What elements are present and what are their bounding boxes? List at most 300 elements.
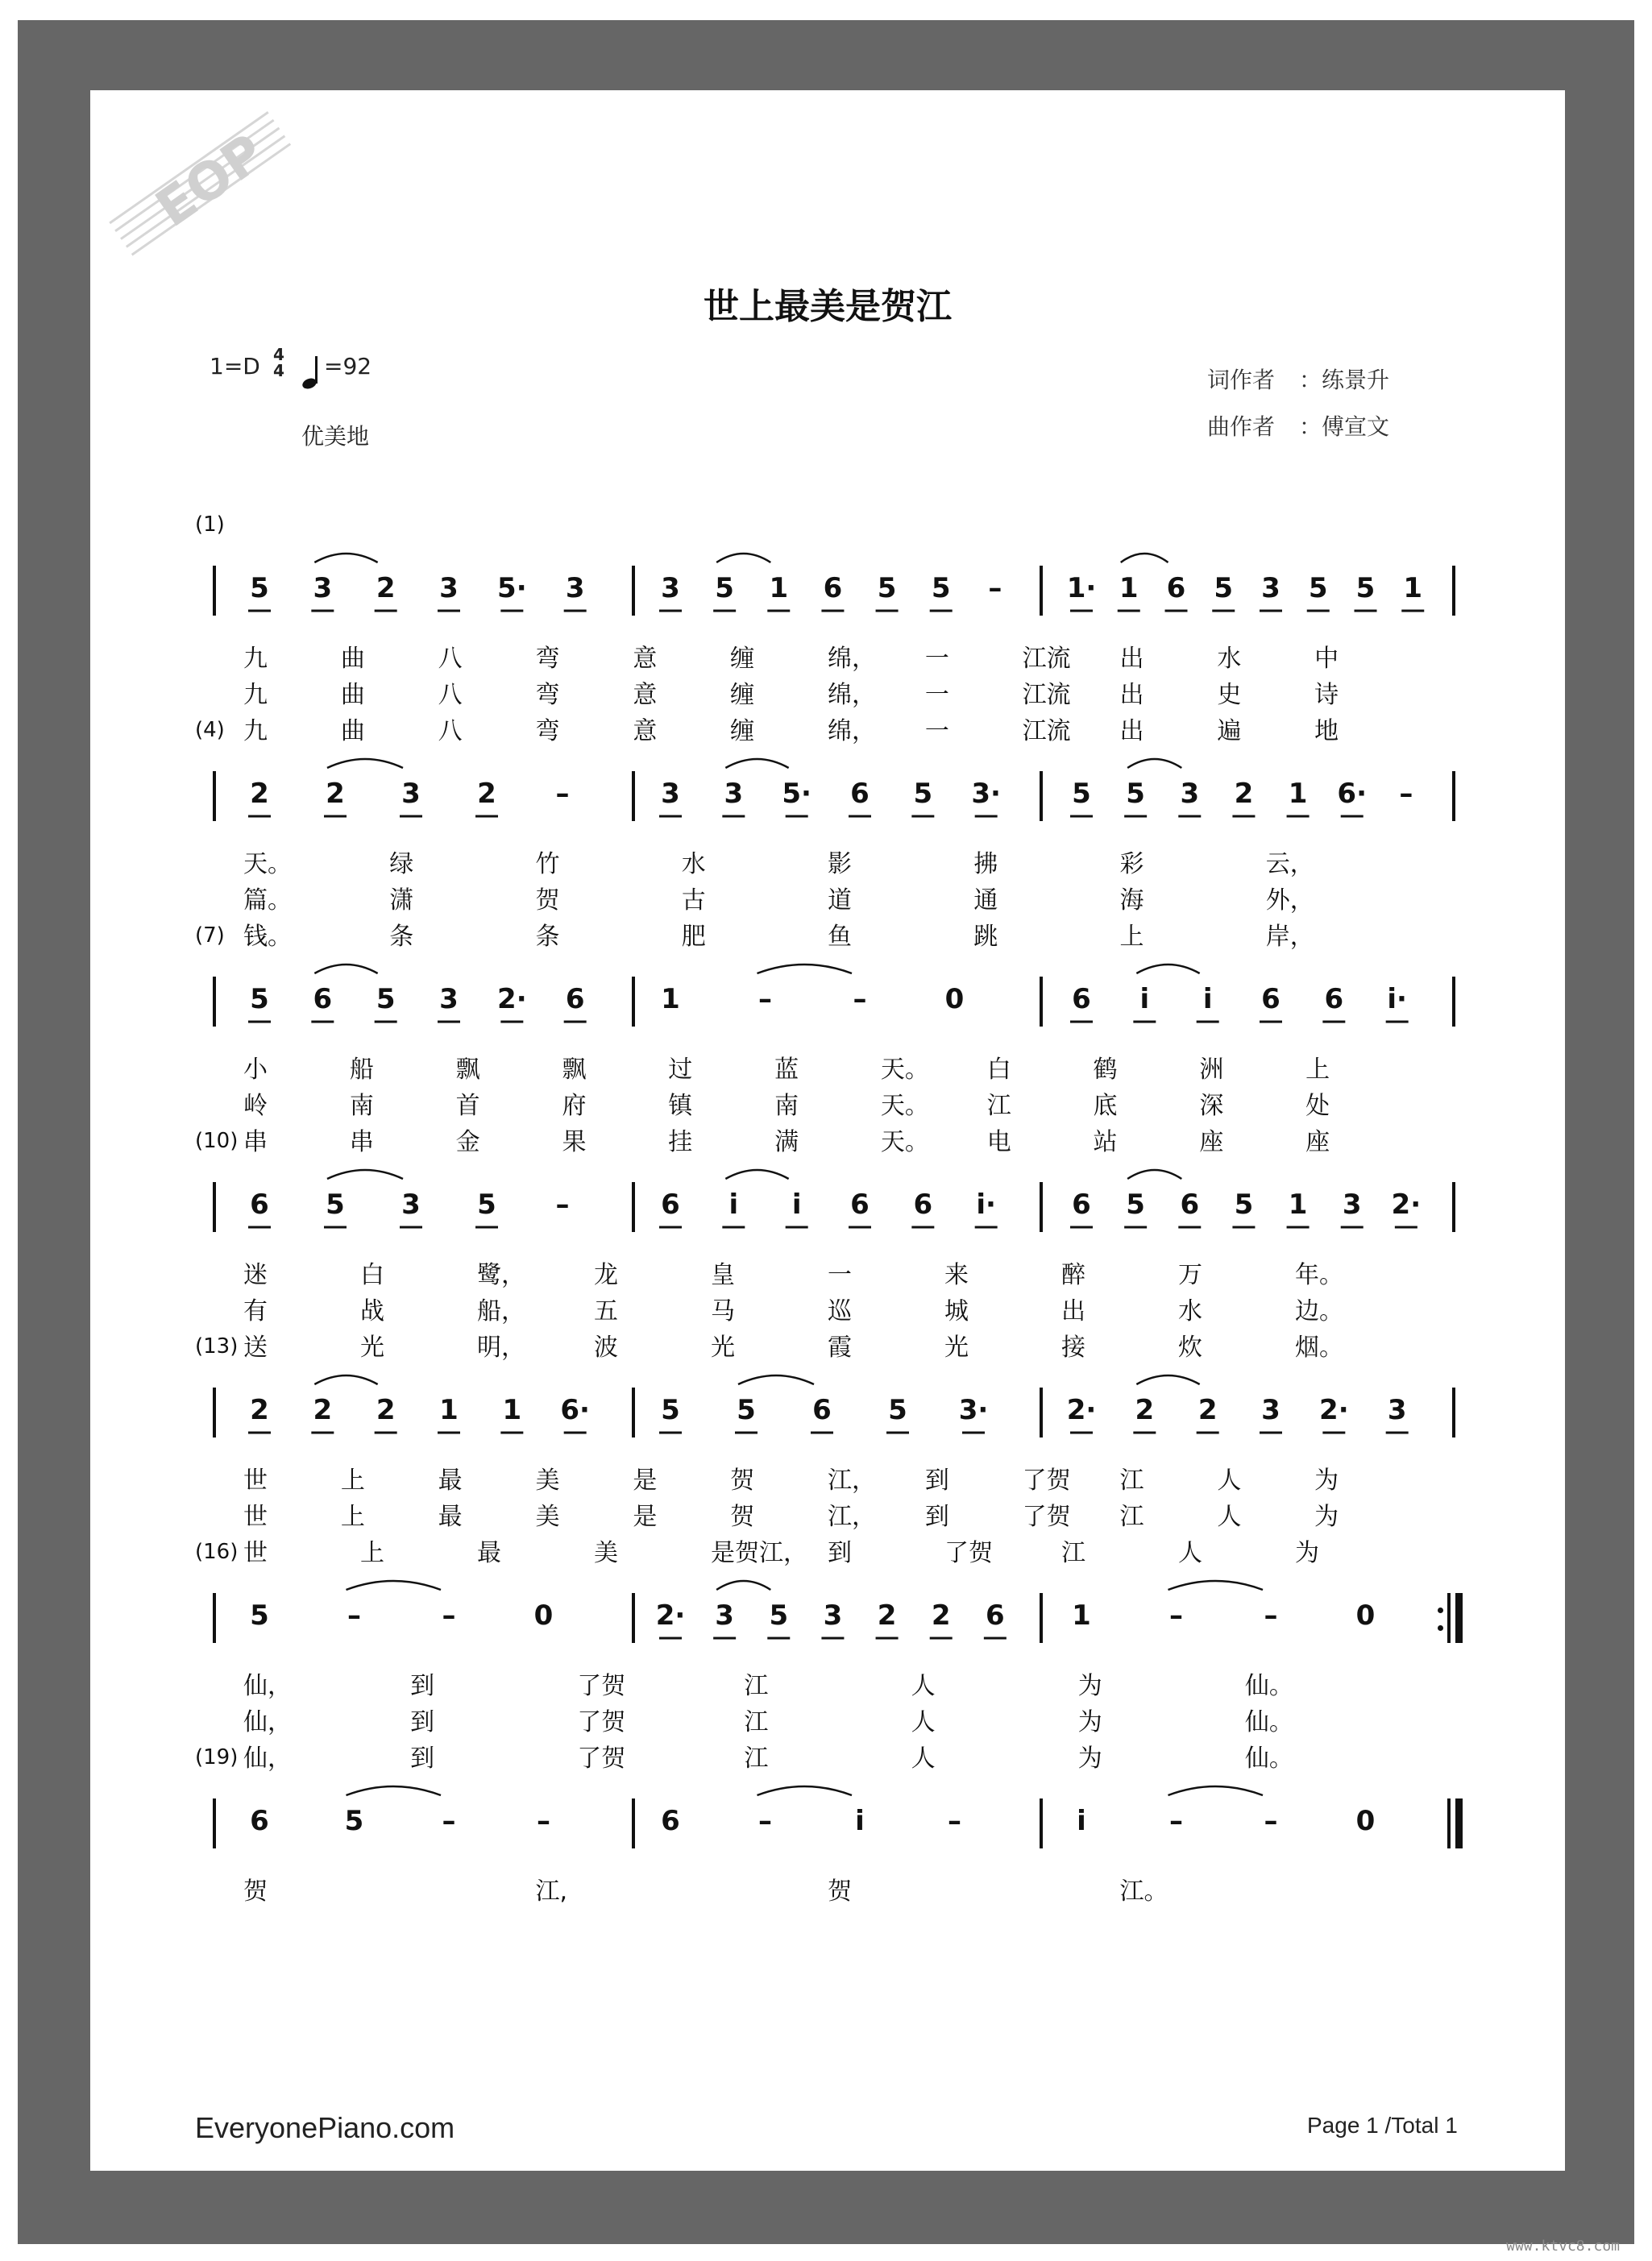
lyric-syllable: 到 — [924, 1467, 949, 1495]
lyric-syllable: 世 — [243, 1539, 268, 1567]
lyric-syllable: 了贺 — [1022, 1503, 1071, 1531]
lyric-syllable: 年。 — [1295, 1261, 1343, 1289]
lyric-syllable: 江， — [828, 1467, 876, 1495]
jianpu-note: – — [1169, 1599, 1183, 1632]
slur — [1121, 554, 1168, 562]
lyric-syllable: 天。 — [243, 850, 292, 878]
jianpu-note: 6 — [1166, 572, 1186, 604]
lyric-syllable: 弯 — [535, 645, 560, 673]
jianpu-note: 6· — [560, 1394, 590, 1426]
lyric-syllable: 天。 — [880, 1128, 929, 1156]
slur — [725, 1170, 788, 1179]
lyric-syllable: 到 — [924, 1503, 949, 1531]
jianpu-note: – — [853, 983, 867, 1015]
lyric-syllable: 波 — [594, 1334, 618, 1362]
lyric-syllable: 意 — [633, 645, 658, 673]
jianpu-note: 0 — [1355, 1805, 1376, 1837]
jianpu-note: 5 — [326, 1189, 345, 1221]
jianpu-note: 6 — [313, 983, 333, 1015]
jianpu-note: 6 — [250, 1805, 269, 1837]
jianpu-note: 3 — [715, 1599, 734, 1632]
jianpu-note: 1 — [1288, 778, 1308, 810]
jianpu-note: 1 — [769, 572, 789, 604]
score-page — [90, 90, 1565, 2171]
site-footer: EveryonePiano.com — [195, 2111, 455, 2144]
slur — [314, 554, 377, 562]
lyric-syllable: 江 — [1119, 1503, 1144, 1531]
jianpu-note: 3 — [439, 983, 459, 1015]
lyric-syllable: 接 — [1061, 1334, 1085, 1362]
lyric-syllable: 过 — [668, 1056, 693, 1084]
lyric-syllable: 曲 — [340, 681, 365, 709]
jianpu-note: 6 — [250, 1189, 269, 1221]
lyric-syllable: 曲 — [340, 645, 365, 673]
lyric-syllable: 小 — [243, 1056, 268, 1084]
lyric-syllable: 岸， — [1265, 923, 1314, 951]
jianpu-note: 2 — [250, 1394, 269, 1426]
lyric-syllable: 鱼 — [828, 923, 852, 951]
lyric-syllable: 洲 — [1199, 1056, 1224, 1084]
lyric-syllable: 九 — [243, 645, 268, 673]
lyric-syllable: 为 — [1077, 1708, 1102, 1736]
jianpu-note: 1 — [661, 983, 680, 1015]
jianpu-note: 3 — [1342, 1189, 1362, 1221]
lyric-syllable: 蓝 — [774, 1056, 799, 1084]
lyric-syllable: 炊 — [1178, 1334, 1202, 1362]
lyric-syllable: 天。 — [880, 1092, 929, 1120]
slur — [1136, 965, 1199, 973]
jianpu-note: 5 — [250, 1599, 269, 1632]
jianpu-note: 2 — [1197, 1394, 1218, 1426]
lyric-syllable: 水 — [681, 850, 706, 878]
lyric-syllable: 九 — [243, 717, 268, 745]
lyric-syllable: 仙。 — [1244, 1672, 1293, 1700]
jianpu-note: 1 — [1072, 1599, 1091, 1632]
system-number: (16) — [195, 1540, 239, 1564]
jianpu-note: 1 — [1119, 572, 1139, 604]
jianpu-note: 3 — [401, 778, 421, 810]
lyric-syllable: 江, — [535, 1877, 568, 1906]
lyric-syllable: 仙， — [243, 1744, 292, 1773]
jianpu-note: 5 — [1234, 1189, 1254, 1221]
slur — [758, 965, 853, 973]
lyric-syllable: 江流 — [1022, 681, 1071, 709]
lyric-syllable: 曲 — [340, 717, 365, 745]
lyric-syllable: 绵， — [828, 645, 876, 673]
jianpu-note: 3 — [1180, 778, 1200, 810]
lyric-syllable: 迷 — [243, 1261, 268, 1289]
jianpu-note: 2 — [931, 1599, 951, 1632]
jianpu-note: 3· — [971, 778, 1001, 810]
lyric-syllable: 府 — [562, 1092, 587, 1120]
lyric-syllable: 到 — [410, 1744, 435, 1773]
jianpu-note: 2· — [655, 1599, 686, 1632]
lyric-syllable: 醉 — [1061, 1261, 1085, 1289]
lyric-syllable: 战 — [360, 1297, 384, 1325]
slur — [725, 759, 788, 768]
jianpu-note: 0 — [533, 1599, 554, 1632]
jianpu-note: 0 — [1355, 1599, 1376, 1632]
lyric-syllable: 岭 — [243, 1092, 268, 1120]
jianpu-note: 3 — [313, 572, 333, 604]
lyric-syllable: 上 — [340, 1503, 365, 1531]
lyric-syllable: 弯 — [535, 681, 560, 709]
lyric-syllable: 为 — [1077, 1672, 1102, 1700]
system-number: (7) — [195, 923, 225, 948]
lyric-syllable: 上 — [1119, 923, 1144, 951]
jianpu-note: 5 — [661, 1394, 680, 1426]
composer-name: ：傅宣文 — [1299, 413, 1390, 440]
jianpu-note: – — [758, 1805, 772, 1837]
lyric-syllable: 缠 — [730, 645, 755, 673]
jianpu-note: 2 — [250, 778, 269, 810]
time-bottom: 4 — [273, 361, 284, 380]
lyric-syllable: 江 — [744, 1672, 769, 1700]
jianpu-note: 2 — [477, 778, 496, 810]
jianpu-note: 5 — [715, 572, 734, 604]
logo-text: EOP — [145, 122, 276, 239]
slur — [314, 1375, 377, 1384]
slur — [738, 1375, 814, 1384]
page-title: 世上最美是贺江 — [704, 286, 952, 327]
lyric-syllable: 意 — [633, 681, 658, 709]
jianpu-note: 5· — [497, 572, 527, 604]
lyric-syllable: 史 — [1217, 681, 1242, 709]
lyric-syllable: 人 — [1178, 1539, 1202, 1567]
lyric-syllable: 缠 — [730, 717, 755, 745]
jianpu-note: – — [948, 1805, 961, 1837]
jianpu-note: 6 — [1072, 983, 1091, 1015]
jianpu-note: 5 — [376, 983, 396, 1015]
jianpu-note: – — [442, 1805, 456, 1837]
system-number: (19) — [195, 1745, 239, 1769]
jianpu-note: 5 — [888, 1394, 907, 1426]
lyric-syllable: 一 — [924, 645, 949, 673]
lyric-syllable: 仙， — [243, 1672, 292, 1700]
jianpu-note: 1 — [1403, 572, 1423, 604]
time-top: 4 — [273, 345, 284, 364]
jianpu-note: i· — [1387, 983, 1407, 1015]
lyric-syllable: 巡 — [828, 1297, 852, 1325]
jianpu-note: – — [537, 1805, 550, 1837]
lyric-syllable: 江。 — [1119, 1877, 1168, 1906]
jianpu-note: 1· — [1066, 572, 1097, 604]
jianpu-note: – — [758, 983, 772, 1015]
lyric-syllable: 是 — [633, 1467, 658, 1495]
lyric-syllable: 绵， — [828, 717, 876, 745]
jianpu-note: 2· — [1066, 1394, 1097, 1426]
lyric-syllable: 美 — [594, 1539, 618, 1567]
lyric-syllable: 来 — [944, 1261, 969, 1289]
lyric-syllable: 最 — [438, 1467, 463, 1495]
jianpu-note: 5 — [1214, 572, 1234, 604]
jianpu-note: i — [791, 1189, 802, 1221]
jianpu-note: 5 — [250, 572, 269, 604]
jianpu-note: 5 — [1308, 572, 1328, 604]
lyric-syllable: 贺 — [243, 1877, 268, 1906]
slur — [327, 759, 403, 768]
jianpu-note: 5 — [913, 778, 933, 810]
slur — [1127, 759, 1181, 768]
lyric-syllable: 城 — [944, 1297, 969, 1325]
lyric-syllable: 九 — [243, 681, 268, 709]
jianpu-note: – — [347, 1599, 361, 1632]
lyric-syllable: 了贺 — [1022, 1467, 1071, 1495]
lyric-syllable: 仙。 — [1244, 1744, 1293, 1773]
lyric-syllable: 贺 — [730, 1503, 755, 1531]
lyric-syllable: 中 — [1314, 645, 1339, 673]
watermark-url: www.ktvc8.com — [1506, 2238, 1620, 2255]
jianpu-note: – — [1264, 1599, 1278, 1632]
jianpu-note: 5 — [769, 1599, 789, 1632]
jianpu-note: 6 — [661, 1805, 680, 1837]
lyric-syllable: 一 — [828, 1261, 852, 1289]
jianpu-note: 3 — [1387, 1394, 1407, 1426]
lyric-syllable: 了贺 — [577, 1672, 626, 1700]
lyric-syllable: 水 — [1178, 1297, 1202, 1325]
viewer-right-margin — [1634, 0, 1652, 2261]
lyric-syllable: 八 — [438, 681, 463, 709]
jianpu-note: 6 — [850, 1189, 870, 1221]
jianpu-note: 6· — [1337, 778, 1367, 810]
lyric-syllable: 绿 — [389, 850, 414, 878]
lyric-syllable: 江流 — [1022, 717, 1071, 745]
lyric-syllable: 到 — [410, 1672, 435, 1700]
jianpu-note: 3 — [401, 1189, 421, 1221]
jianpu-note: i — [1139, 983, 1150, 1015]
slur — [1127, 1170, 1181, 1179]
jianpu-note: 1 — [502, 1394, 522, 1426]
jianpu-note: 6 — [812, 1394, 832, 1426]
lyric-syllable: 深 — [1199, 1092, 1224, 1120]
slur — [716, 554, 770, 562]
lyric-syllable: 八 — [438, 717, 463, 745]
lyric-syllable: 首 — [455, 1092, 480, 1120]
jianpu-note: i — [1077, 1805, 1086, 1837]
lyric-syllable: 串 — [243, 1128, 268, 1156]
lyric-syllable: 鹭， — [477, 1261, 525, 1289]
lyric-syllable: 竹 — [535, 850, 560, 878]
lyric-syllable: 贺 — [730, 1467, 755, 1495]
lyric-syllable: 到 — [828, 1539, 852, 1567]
lyric-syllable: 上 — [1305, 1056, 1330, 1084]
lyric-syllable: 贺 — [535, 886, 560, 915]
jianpu-note: 0 — [944, 983, 965, 1015]
lyric-syllable: 光 — [944, 1334, 969, 1362]
lyric-syllable: 钱。 — [243, 923, 292, 951]
jianpu-note: 2 — [1135, 1394, 1155, 1426]
lyric-syllable: 边。 — [1295, 1297, 1343, 1325]
jianpu-note: 1 — [439, 1394, 459, 1426]
lyric-syllable: 光 — [360, 1334, 384, 1362]
lyric-syllable: 镇 — [668, 1092, 693, 1120]
jianpu-note: 5 — [250, 983, 269, 1015]
lyric-syllable: 外， — [1265, 886, 1314, 915]
lyric-syllable: 为 — [1314, 1503, 1339, 1531]
jianpu-note: 2 — [877, 1599, 897, 1632]
jianpu-note: 2· — [497, 983, 527, 1015]
slur — [347, 1581, 442, 1590]
lyric-syllable: 美 — [535, 1467, 560, 1495]
lyric-syllable: 站 — [1093, 1128, 1118, 1156]
system-number: (1) — [195, 512, 225, 537]
jianpu-note: – — [442, 1599, 456, 1632]
slur — [347, 1786, 442, 1795]
jianpu-note: 5 — [477, 1189, 496, 1221]
lyric-syllable: 上 — [360, 1539, 384, 1567]
lyric-syllable: 遍 — [1217, 717, 1242, 745]
slur — [327, 1170, 403, 1179]
lyric-syllable: 到 — [410, 1708, 435, 1736]
jianpu-note: – — [1264, 1805, 1278, 1837]
lyric-syllable: 人 — [911, 1672, 936, 1700]
jianpu-note: i — [855, 1805, 865, 1837]
lyric-syllable: 美 — [535, 1503, 560, 1531]
lyric-syllable: 世 — [243, 1503, 268, 1531]
jianpu-note: 3 — [823, 1599, 843, 1632]
lyric-syllable: 一 — [924, 681, 949, 709]
lyric-syllable: 江 — [986, 1092, 1011, 1120]
jianpu-note: 2· — [1319, 1394, 1349, 1426]
lyric-syllable: 白 — [986, 1056, 1011, 1084]
lyric-syllable: 飘 — [562, 1056, 587, 1084]
lyric-syllable: 五 — [594, 1297, 618, 1325]
lyric-syllable: 了贺 — [944, 1539, 993, 1567]
lyric-syllable: 彩 — [1119, 850, 1144, 878]
lyric-syllable: 船 — [349, 1056, 374, 1084]
jianpu-note: 2 — [376, 1394, 396, 1426]
lyricist-name: ：练景升 — [1299, 367, 1390, 393]
jianpu-note: – — [1399, 778, 1413, 810]
lyric-syllable: 条 — [535, 923, 560, 951]
jianpu-note: 2 — [326, 778, 345, 810]
lyric-syllable: 江， — [828, 1503, 876, 1531]
lyric-syllable: 仙。 — [1244, 1708, 1293, 1736]
lyric-syllable: 江流 — [1022, 645, 1071, 673]
slur — [314, 965, 377, 973]
lyric-syllable: 绵， — [828, 681, 876, 709]
jianpu-note: 3 — [724, 778, 744, 810]
jianpu-note: 6 — [913, 1189, 933, 1221]
lyric-syllable: 一 — [924, 717, 949, 745]
lyric-syllable: 霞 — [828, 1334, 852, 1362]
lyric-syllable: 处 — [1305, 1092, 1330, 1120]
lyric-syllable: 江 — [1119, 1467, 1144, 1495]
lyric-syllable: 影 — [828, 850, 852, 878]
jianpu-note: 5 — [737, 1394, 756, 1426]
lyric-syllable: 古 — [681, 886, 706, 915]
jianpu-note: – — [555, 1189, 570, 1221]
jianpu-note: – — [988, 572, 1002, 604]
lyric-syllable: 挂 — [668, 1128, 693, 1156]
slur — [758, 1786, 853, 1795]
lyric-syllable: 仙， — [243, 1708, 292, 1736]
jianpu-note: 6 — [1072, 1189, 1091, 1221]
jianpu-note: 5· — [782, 778, 811, 810]
jianpu-note: – — [1169, 1805, 1183, 1837]
lyric-syllable: 最 — [438, 1503, 463, 1531]
lyric-syllable: 缠 — [730, 681, 755, 709]
lyric-syllable: 万 — [1178, 1261, 1202, 1289]
lyric-syllable: 南 — [774, 1092, 799, 1120]
jianpu-note: i — [728, 1189, 739, 1221]
lyric-syllable: 白 — [360, 1261, 384, 1289]
lyric-syllable: 出 — [1119, 717, 1144, 745]
lyric-syllable: 拂 — [973, 850, 998, 878]
lyric-syllable: 人 — [911, 1744, 936, 1773]
composer-label: 曲作者 — [1207, 413, 1276, 440]
jianpu-note: 6 — [1261, 983, 1281, 1015]
jianpu-note: 3 — [439, 572, 459, 604]
lyric-syllable: 人 — [1217, 1467, 1242, 1495]
expression-marking: 优美地 — [301, 423, 370, 450]
jianpu-note: 3 — [1261, 572, 1281, 604]
lyric-syllable: 南 — [349, 1092, 374, 1120]
jianpu-note: 6 — [823, 572, 843, 604]
lyric-syllable: 肥 — [681, 923, 706, 951]
score-decorations — [90, 90, 1565, 2171]
slur — [1168, 1581, 1264, 1590]
jianpu-note: 5 — [931, 572, 951, 604]
jianpu-note: 2 — [376, 572, 396, 604]
lyric-syllable: 弯 — [535, 717, 560, 745]
lyricist-label: 词作者 — [1207, 367, 1276, 393]
system-number: (10) — [195, 1129, 239, 1153]
lyric-syllable: 诗 — [1314, 681, 1339, 709]
lyric-syllable: 云， — [1265, 850, 1314, 878]
lyric-syllable: 明， — [477, 1334, 525, 1362]
tempo-marking: =92 — [324, 353, 372, 380]
jianpu-note: 2 — [313, 1394, 333, 1426]
jianpu-note: 5 — [1126, 1189, 1145, 1221]
lyric-syllable: 满 — [774, 1128, 799, 1156]
lyric-syllable: 天。 — [880, 1056, 929, 1084]
lyric-syllable: 海 — [1119, 886, 1144, 915]
lyric-syllable: 八 — [438, 645, 463, 673]
lyric-syllable: 最 — [477, 1539, 501, 1567]
jianpu-note: 6 — [986, 1599, 1005, 1632]
slur — [1136, 1375, 1199, 1384]
lyric-syllable: 了贺 — [577, 1744, 626, 1773]
jianpu-note: – — [555, 778, 570, 810]
lyric-syllable: 世 — [243, 1467, 268, 1495]
lyric-syllable: 电 — [986, 1128, 1011, 1156]
lyric-syllable: 江 — [1061, 1539, 1085, 1567]
lyric-syllable: 为 — [1314, 1467, 1339, 1495]
lyric-syllable: 皇 — [711, 1261, 735, 1289]
lyric-syllable: 是 — [633, 1503, 658, 1531]
jianpu-note: 6 — [1324, 983, 1344, 1015]
lyric-syllable: 通 — [973, 886, 998, 915]
lyric-syllable: 送 — [243, 1334, 268, 1362]
lyric-syllable: 飘 — [455, 1056, 480, 1084]
lyric-syllable: 了贺 — [577, 1708, 626, 1736]
lyric-syllable: 江 — [744, 1744, 769, 1773]
jianpu-note: 6 — [850, 778, 870, 810]
lyric-syllable: 马 — [711, 1297, 735, 1325]
lyric-syllable: 是贺江， — [711, 1539, 807, 1567]
system-number: (13) — [195, 1334, 239, 1359]
lyric-syllable: 江 — [744, 1708, 769, 1736]
lyric-syllable: 上 — [340, 1467, 365, 1495]
lyric-syllable: 人 — [911, 1708, 936, 1736]
lyric-syllable: 串 — [349, 1128, 374, 1156]
lyric-syllable: 龙 — [594, 1261, 618, 1289]
lyric-syllable: 有 — [243, 1297, 268, 1325]
lyric-syllable: 意 — [633, 717, 658, 745]
lyric-syllable: 贺 — [828, 1877, 852, 1906]
lyric-syllable: 潇 — [389, 886, 414, 915]
